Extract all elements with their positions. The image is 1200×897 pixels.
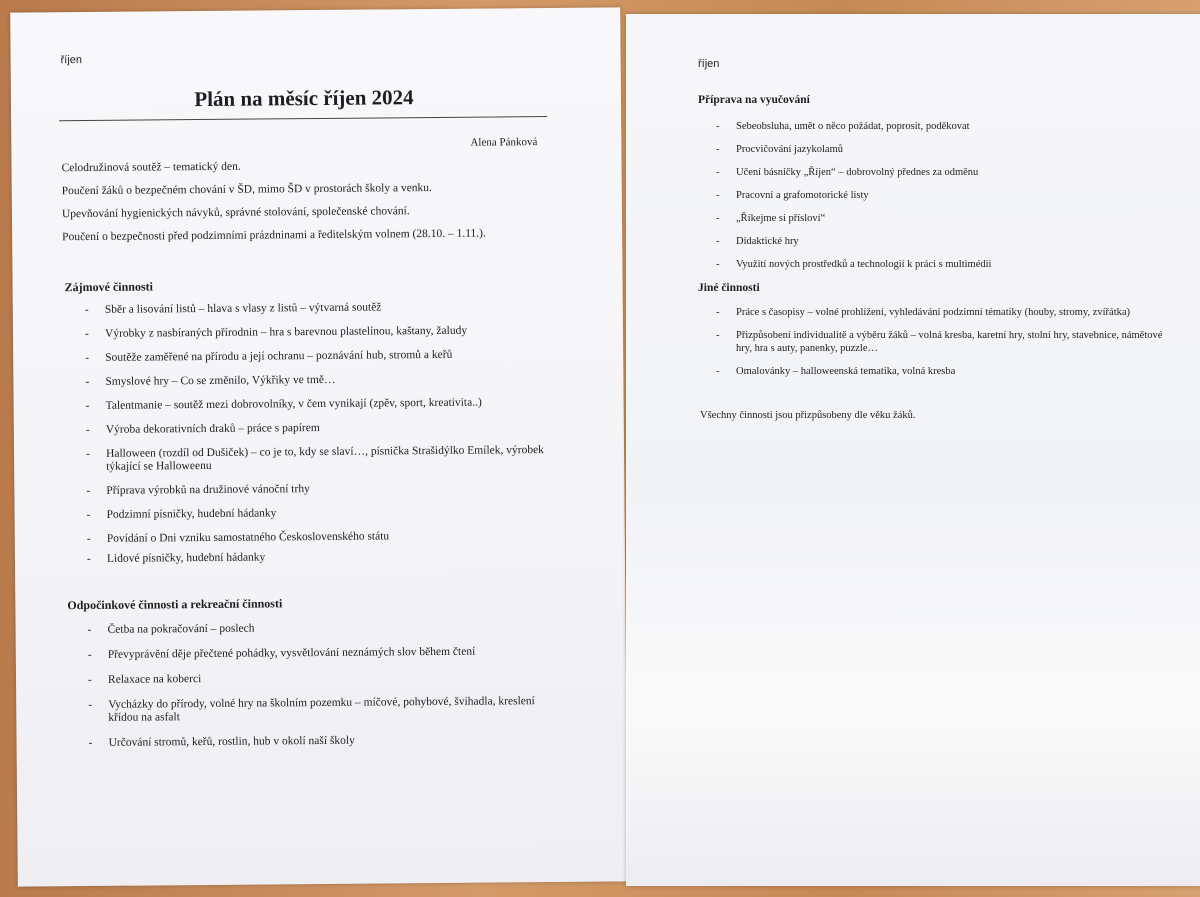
intro-line: Poučení o bezpečnosti před podzimními prázdninami a ředitelským volnem (28.10. – 1.11.).: [62, 227, 486, 244]
list-priprava: [694, 120, 1174, 271]
list-item: - Procvičování jazykolamů: [694, 143, 1174, 156]
list-item: - Převyprávění děje přečtené pohádky, vysvětlování neznámých slov během čtení: [66, 645, 566, 662]
list-item: - Relaxace na koberci: [66, 670, 566, 687]
list-item: - Lidové písničky, hudební hádanky: [65, 549, 565, 566]
list-item: - Halloween (rozdíl od Dušiček) – co je to, kdy se slaví…, písnička Strašidýlko Emílek, výrobek týkající se Halloweenu: [64, 444, 564, 474]
footer-note: Všechny činnosti jsou přizpůsobeny dle věku žáků.: [700, 410, 916, 421]
list-item: - Talentmanie – soutěž mezi dobrovolníky, v čem vynikají (zpěv, sport, kreativita..): [64, 396, 564, 413]
intro-line: Poučení žáků o bezpečném chování v ŠD, mimo ŠD v prostorách školy a venku.: [61, 182, 432, 198]
left-page: [10, 7, 628, 886]
list-item: - „Říkejme si přísloví“: [694, 212, 1174, 225]
list-item: - Určování stromů, keřů, rostlin, hub v okolí naší školy: [67, 733, 567, 750]
intro-paragraphs: [62, 158, 603, 255]
list-item: - Povídání o Dni vzniku samostatného Československého státu: [65, 529, 565, 546]
list-item: - Výroba dekorativních draků – práce s papírem: [64, 420, 564, 437]
list-item: - Vycházky do přírody, volné hry na školním pozemku – míčové, pohybové, švihadla, kreslení křídou na asfalt: [66, 695, 566, 725]
list-item: - Sebeobsluha, umět o něco požádat, poprosit, poděkovat: [694, 120, 1174, 133]
list-item: - Příprava výrobků na družinové vánoční trhy: [64, 481, 564, 498]
intro-line: Upevňování hygienických návyků, správné stolování, společenské chování.: [61, 205, 410, 221]
page-header: říjen: [60, 54, 83, 67]
list-jine: [694, 306, 1180, 378]
list-item: - Přizpůsobení individualitě a výběru žáků – volná kresba, karetní hry, stolní hry, stavebnice, námětové hry, hra s auty, panenky, puzzle…: [694, 329, 1180, 355]
title-underline: [59, 116, 547, 121]
intro-line: Celodružinová soutěž – tematický den.: [61, 160, 241, 175]
list-item: - Využití nových prostředků a technologií k práci s multimédii: [694, 258, 1174, 271]
document-title: Plán na měsíc říjen 2024: [194, 85, 414, 112]
list-item: - Didaktické hry: [694, 235, 1174, 248]
list-item: - Práce s časopisy – volné prohlížení, vyhledávání podzimní tématiky (houby, stromy, zvířátka): [694, 306, 1180, 319]
right-page: [626, 14, 1200, 886]
list-odpocinkove: [66, 620, 567, 750]
list-item: - Učení básničky „Říjen“ – dobrovolný přednes za odměnu: [694, 166, 1174, 179]
section-title-zajmove: Zájmové činnosti: [64, 279, 153, 295]
list-item: - Četba na pokračování – poslech: [66, 620, 566, 637]
list-item: - Výrobky z nasbíraných přírodnin – hra s barevnou plastelínou, kaštany, žaludy: [63, 324, 563, 341]
list-item: - Omalovánky – halloweenská tematika, volná kresba: [694, 365, 1180, 378]
section-title-odpocinkove: Odpočinkové činnosti a rekreační činnosti: [67, 596, 283, 613]
section-title-jine: Jiné činnosti: [698, 282, 760, 294]
list-item: - Smyslové hry – Co se změnilo, Výkřiky ve tmě…: [63, 372, 563, 389]
list-item: - Soutěže zaměřené na přírodu a její ochranu – poznávání hub, stromů a keřů: [63, 348, 563, 365]
author-name: Alena Pánková: [470, 136, 538, 149]
list-item: - Sběr a lisování listů – hlava s vlasy z listů – výtvarná soutěž: [63, 300, 563, 317]
list-zajmove: [63, 300, 565, 566]
list-item: - Podzimní písničky, hudební hádanky: [65, 505, 565, 522]
list-item: - Pracovní a grafomotorické listy: [694, 189, 1174, 202]
page-header: říjen: [698, 58, 720, 70]
section-title-priprava: Příprava na vyučování: [698, 94, 810, 106]
